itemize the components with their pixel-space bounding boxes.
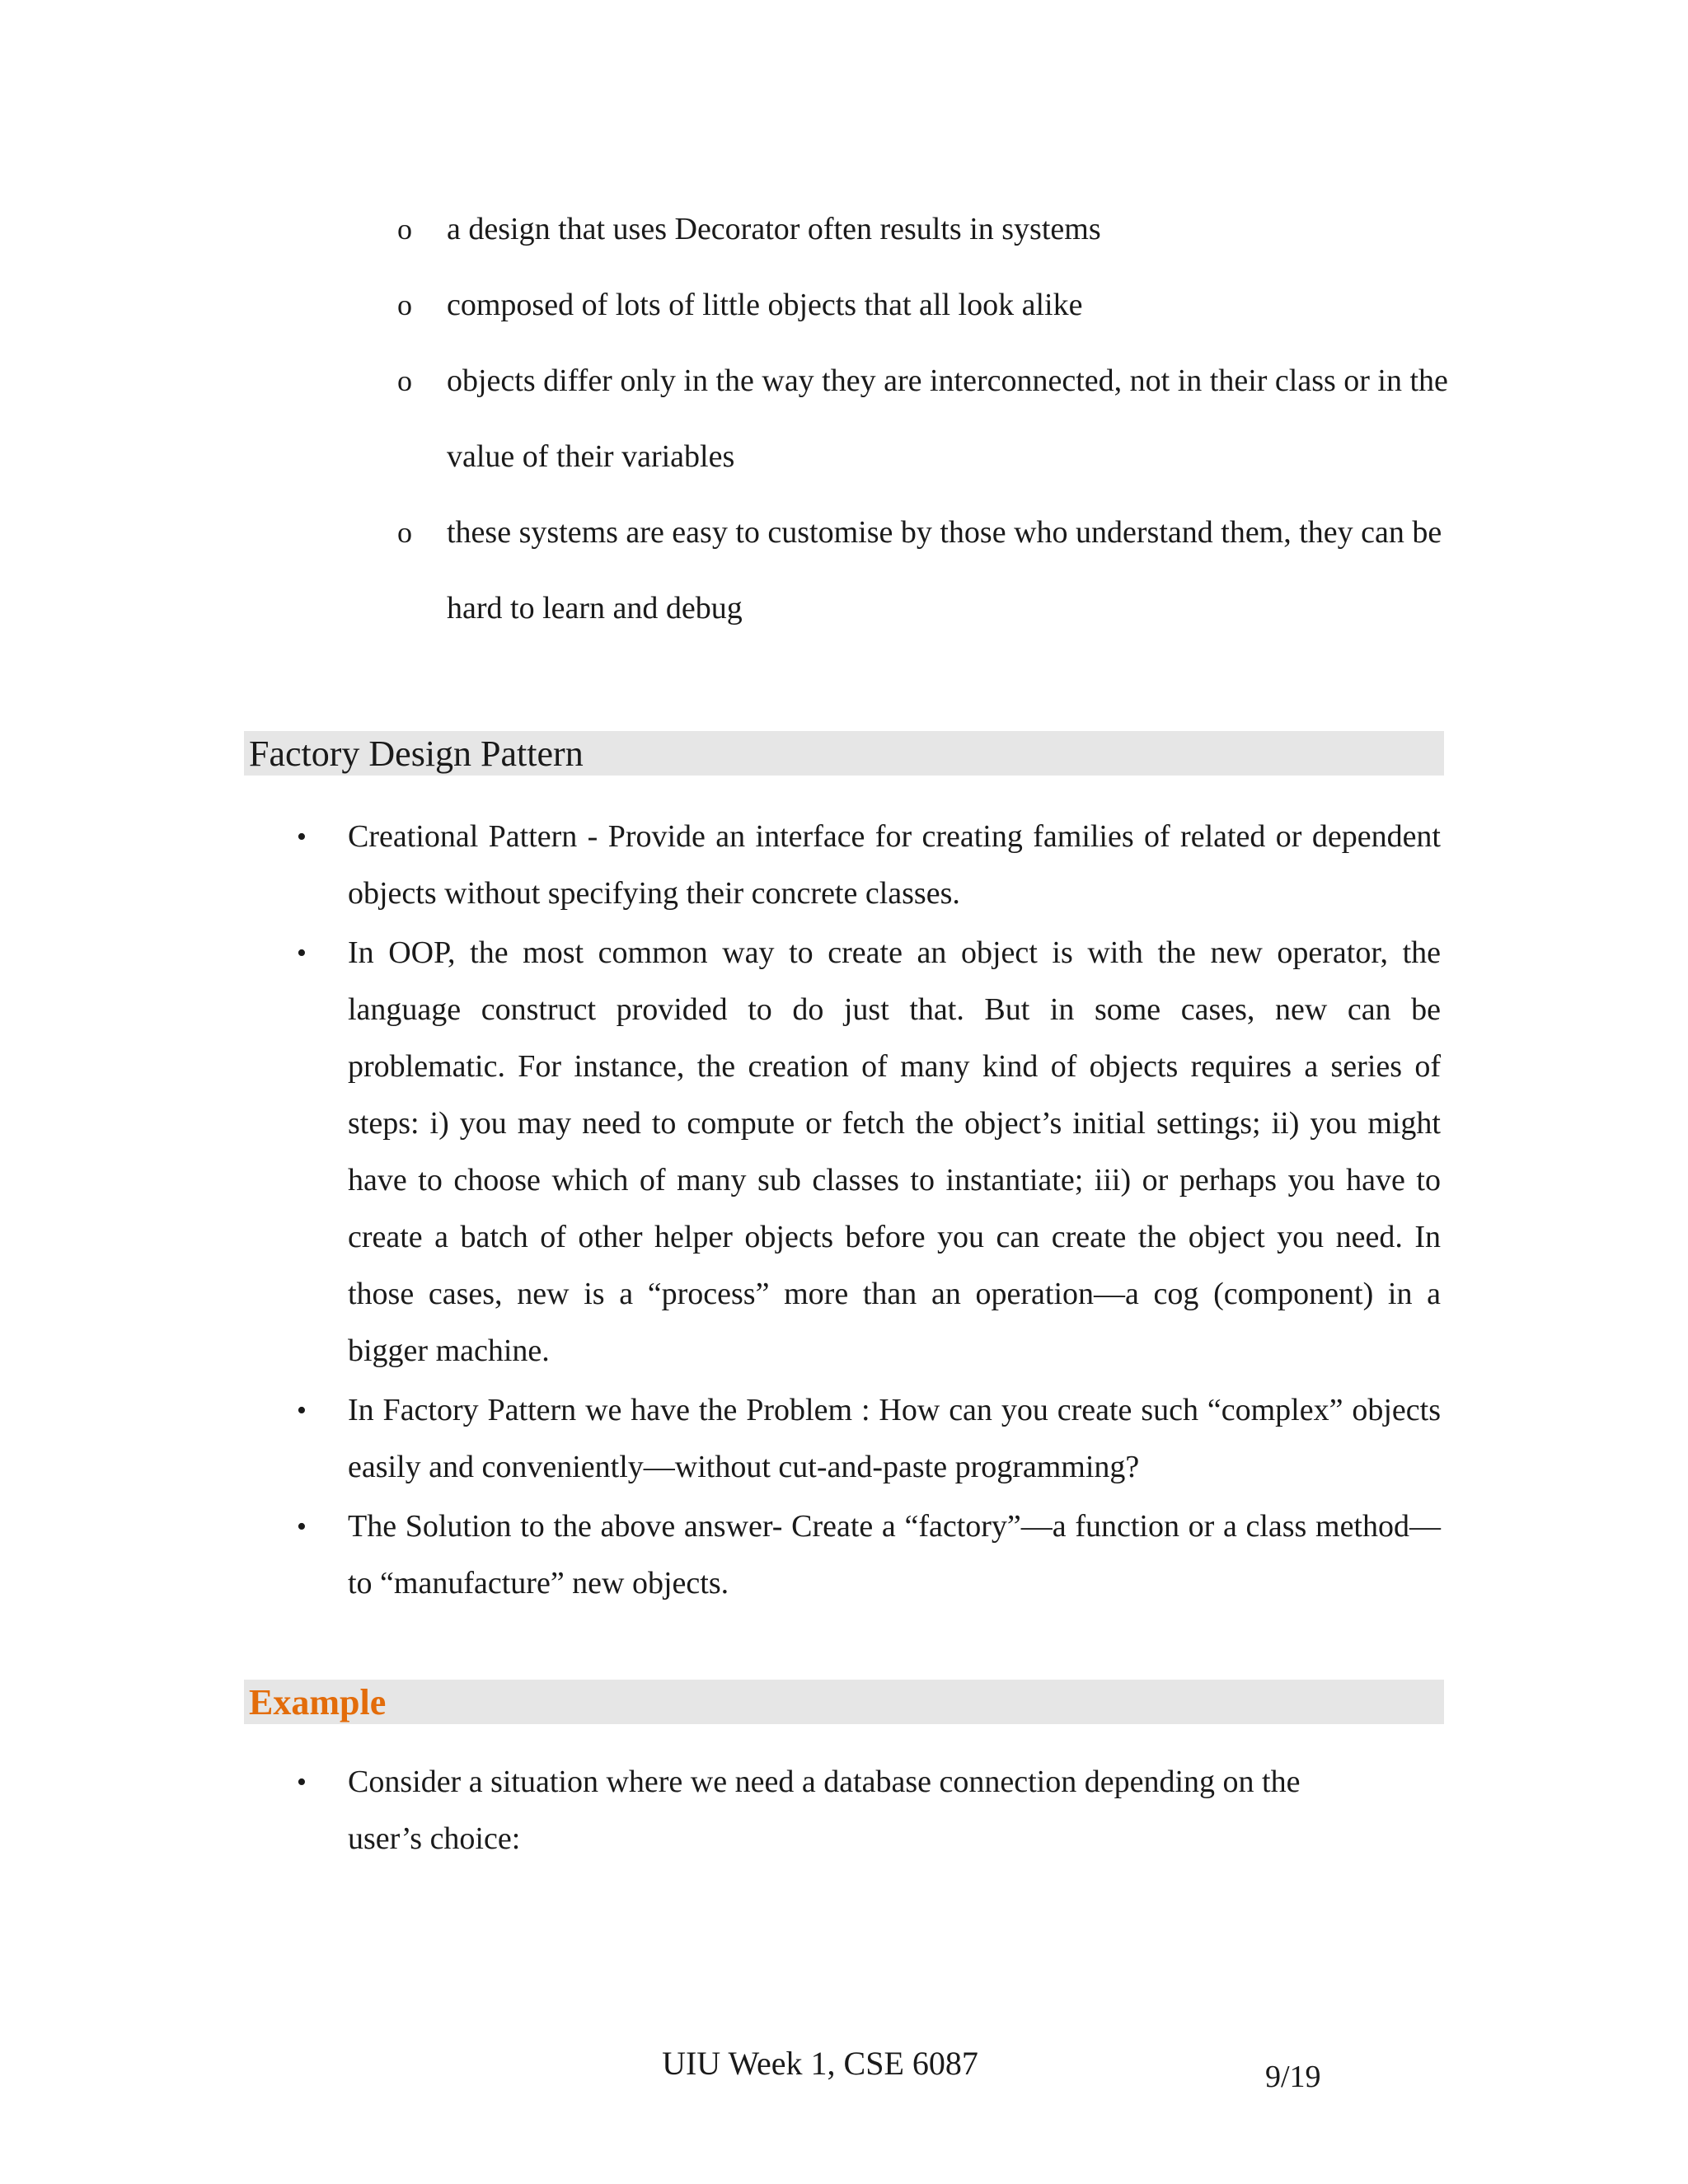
circle-bullet-icon: o <box>397 213 412 246</box>
bullet-icon: • <box>297 822 307 852</box>
list-item <box>297 1382 1441 1496</box>
bullet-icon: • <box>297 1767 307 1797</box>
circle-bullet-icon: o <box>397 288 412 321</box>
list-item-text: In OOP, the most common way to create an object is with the new operator, the language construct provided to do just that. But in some cases, new can be problematic. For instance, the creation of many kind of objects requires a series of steps: i) you may need to compute or fetch the object’s initial settings; ii) you might have to choose which of many sub classes to instantiate; iii) or perhaps you have to create a batch of other helper objects before you can create the object you need. In those cases, new is a “process” more than an operation—a cog (component) in a bigger machine. <box>348 935 1441 1368</box>
list-item <box>397 191 1452 267</box>
list-item <box>297 1498 1441 1612</box>
list-item <box>297 808 1441 922</box>
factory-pattern-list <box>297 808 1441 1615</box>
list-item <box>297 1754 1441 1868</box>
list-item <box>397 343 1452 494</box>
list-item-text: The Solution to the above answer- Create a “factory”—a function or a class method— to “manufacture” new objects. <box>348 1509 1441 1601</box>
page-number: 9/19 <box>1265 2060 1321 2094</box>
footer-course-label: UIU Week 1, CSE 6087 <box>662 2045 978 2082</box>
section-header-factory <box>244 731 1444 776</box>
list-item <box>397 494 1452 646</box>
example-list <box>297 1754 1441 1870</box>
list-item-text: these systems are easy to customise by those who understand them, they can be hard to learn and debug <box>447 515 1442 626</box>
list-item <box>397 267 1452 343</box>
circle-bullet-icon: o <box>397 516 412 549</box>
list-item-text: composed of lots of little objects that all look alike <box>447 288 1083 322</box>
list-item-text: Creational Pattern - Provide an interface for creating families of related or dependent objects without specifying their concrete classes. <box>348 819 1441 911</box>
bullet-icon: • <box>297 938 307 968</box>
circle-bullet-icon: o <box>397 364 412 397</box>
list-item-text: objects differ only in the way they are interconnected, not in their class or in the value of their variables <box>447 363 1448 474</box>
list-item-text: a design that uses Decorator often results in systems <box>447 212 1101 246</box>
section-title: Example <box>249 1682 387 1722</box>
bullet-icon: • <box>297 1511 307 1542</box>
list-item <box>297 925 1441 1380</box>
bullet-icon: • <box>297 1395 307 1426</box>
section-header-example <box>244 1680 1444 1724</box>
decorator-consequences-list <box>397 191 1452 646</box>
list-item-text: Consider a situation where we need a database connection depending on the user’s choice: <box>348 1765 1301 1856</box>
list-item-text: In Factory Pattern we have the Problem : How can you create such “complex” objects easily and conveniently—without cut-and-paste programming? <box>348 1393 1441 1484</box>
section-title: Factory Design Pattern <box>249 733 584 774</box>
